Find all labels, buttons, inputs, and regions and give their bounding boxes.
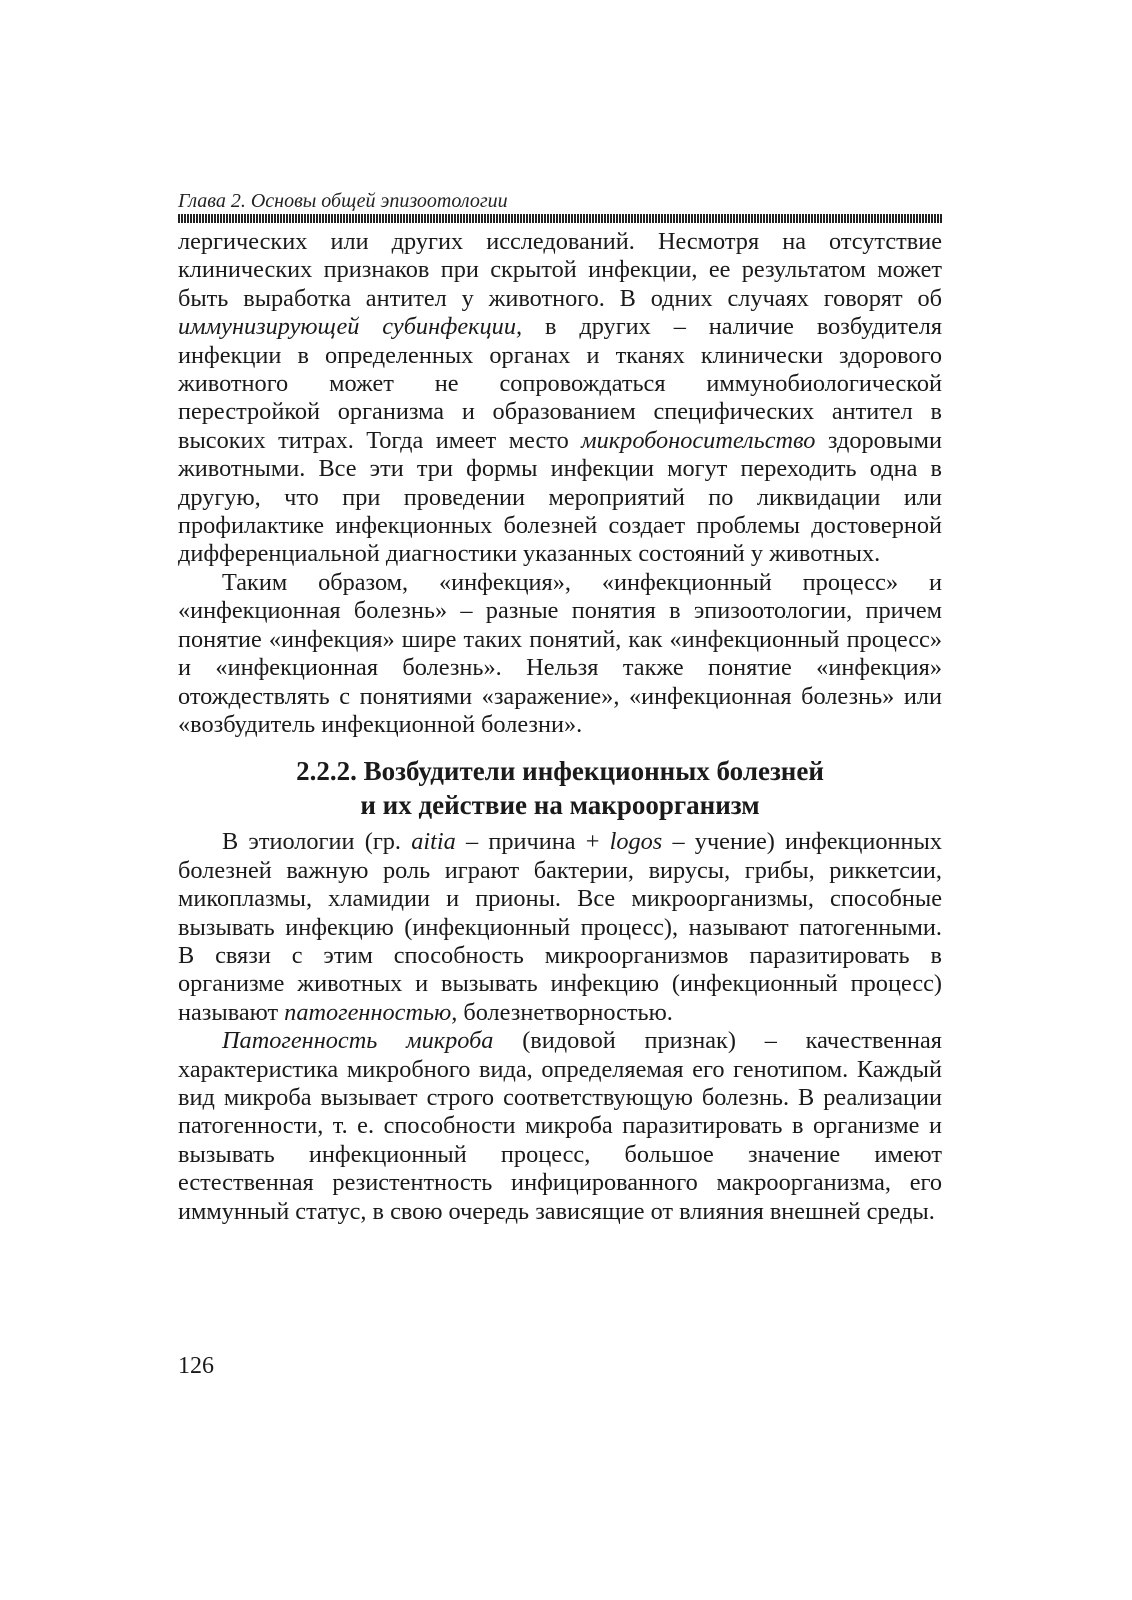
italic-term: патогенностью, <box>284 998 458 1026</box>
text-run: – учение) инфекционных болезней важную роль играют бактерии, вирусы, грибы, риккетсии, микоплазмы, хламидии и прионы. Все микроорганизмы, способные вызывать инфекцию (инфекционный процесс), называют патогенными. В связи с этим способность микроорганизмов паразитировать в организме животных и вызывать инфекцию (инфекционный процесс) называют <box>178 828 942 1026</box>
text-run: – причина + <box>455 828 610 856</box>
running-head: Глава 2. Основы общей эпизоотологии <box>178 190 508 212</box>
text-run: (видовой признак) – качественная характеристика микробного вида, определяемая его генотипом. Каждый вид микроба вызывает строго соответствующую болезнь. В реализации патогенности, т. е. способности микроба паразитировать в организме и вызывать инфекционный процесс, большое значение имеют естественная резистентность инфицированного макроорганизма, его иммунный статус, в свою очередь зависящие от влияния внешней среды. <box>178 1027 942 1225</box>
text-run: В этиологии (гр. <box>222 828 412 856</box>
text-run: в других – наличие возбудителя инфекции в определенных органах и тканях клинически здорового животного может не сопровождаться иммунобиологической перестройкой организма и образованием специфических антител в высоких титрах. Тогда имеет место <box>178 313 942 454</box>
paragraph <box>178 828 942 1027</box>
section-heading-line: и их действие на макроорганизм <box>360 790 760 821</box>
text-run: лергических или других исследований. Несмотря на отсутствие клинических признаков при скрытой инфекции, ее результатом может быть выработка антител у животного. В одних случаях говорят об <box>178 228 942 312</box>
italic-term: микробоносительство <box>581 426 816 454</box>
section-heading <box>178 754 942 822</box>
paragraph: Таким образом, «инфекция», «инфекционный процесс» и «инфекционная болезнь» – разные понятия в эпизоотологии, причем понятие «инфекция» шире таких понятий, как «инфекционный процесс» и «инфекционная болезнь». Нельзя также понятие «инфекция» отождествлять с понятиями «заражение», «инфекционная болезнь» или «возбудитель инфекционной болезни». <box>178 568 942 738</box>
paragraph-continuation <box>178 228 942 569</box>
italic-term: Патогенность микроба <box>222 1027 494 1055</box>
page-number: 126 <box>178 1353 214 1379</box>
text-run: болезнетворностью. <box>457 998 673 1026</box>
paragraph <box>178 1027 942 1226</box>
body-text <box>178 228 942 1226</box>
text-run: здоровыми животными. Все эти три формы инфекции могут переходить одна в другую, что при проведении мероприятий по ликвидации или профилактике инфекционных болезней создает проблемы достоверной дифференциальной диагностики указанных состояний у животных. <box>178 426 942 568</box>
italic-term: aitia <box>411 828 456 856</box>
header-rule <box>178 214 942 223</box>
section-heading-line: 2.2.2. Возбудители инфекционных болезней <box>296 756 824 787</box>
italic-term: logos <box>609 828 663 856</box>
italic-term: иммунизирующей субинфекции, <box>178 313 523 341</box>
